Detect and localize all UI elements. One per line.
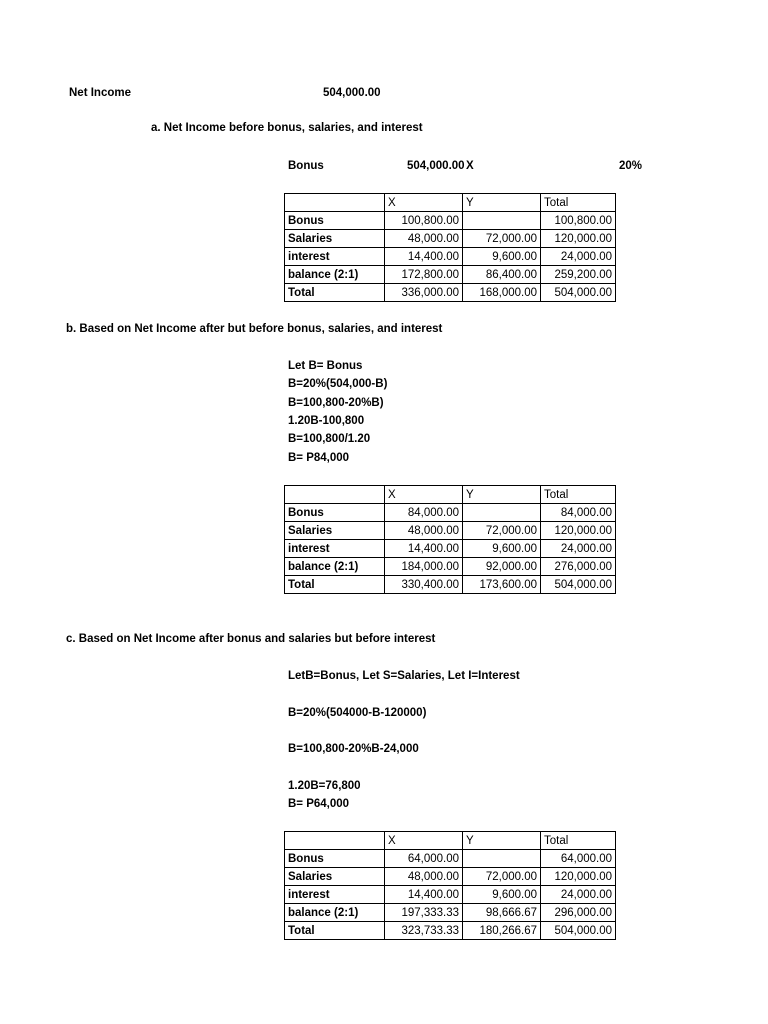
- header-cell-y: Y: [463, 486, 541, 504]
- cell-x: 100,800.00: [385, 212, 463, 230]
- table-row: [285, 522, 616, 540]
- section-c-step: B=20%(504000-B-120000): [288, 707, 427, 719]
- section-b-table: [284, 485, 616, 594]
- header-cell-y: Y: [463, 194, 541, 212]
- section-b-step: B= P84,000: [288, 452, 350, 464]
- row-label: Salaries: [285, 868, 385, 886]
- cell-y: 92,000.00: [463, 558, 541, 576]
- cell-total: 24,000.00: [541, 248, 616, 266]
- cell-total: 504,000.00: [541, 284, 616, 302]
- cell-x: 84,000.00: [385, 504, 463, 522]
- cell-total: 259,200.00: [541, 266, 616, 284]
- cell-x: 184,000.00: [385, 558, 463, 576]
- table-row: [285, 922, 616, 940]
- cell-total: 276,000.00: [541, 558, 616, 576]
- row-label: Salaries: [285, 522, 385, 540]
- section-c-step: B=100,800-20%B-24,000: [288, 743, 419, 755]
- row-label: balance (2:1): [285, 558, 385, 576]
- header-cell-x: X: [385, 832, 463, 850]
- cell-y: 72,000.00: [463, 868, 541, 886]
- cell-x: 323,733.33: [385, 922, 463, 940]
- section-a-bonus-label: Bonus: [288, 160, 324, 172]
- section-a-table: [284, 193, 616, 302]
- cell-y: 86,400.00: [463, 266, 541, 284]
- cell-y: 98,666.67: [463, 904, 541, 922]
- cell-total: 120,000.00: [541, 230, 616, 248]
- section-c-step: B= P64,000: [288, 798, 350, 810]
- table-row: [285, 576, 616, 594]
- table-row: [285, 886, 616, 904]
- row-label: Bonus: [285, 212, 385, 230]
- section-a-bonus-base: 504,000.00: [407, 160, 465, 172]
- section-b-step: 1.20B-100,800: [288, 415, 365, 427]
- cell-x: 64,000.00: [385, 850, 463, 868]
- section-c-step: LetB=Bonus, Let S=Salaries, Let I=Interest: [288, 670, 520, 682]
- row-label: interest: [285, 540, 385, 558]
- cell-total: 64,000.00: [541, 850, 616, 868]
- net-income-label: Net Income: [69, 87, 131, 99]
- table-row: [285, 904, 616, 922]
- cell-y: 72,000.00: [463, 230, 541, 248]
- cell-x: 48,000.00: [385, 522, 463, 540]
- cell-x: 14,400.00: [385, 248, 463, 266]
- table-row: [285, 850, 616, 868]
- cell-y: 9,600.00: [463, 540, 541, 558]
- header-cell-total: Total: [541, 194, 616, 212]
- section-c-title: c. Based on Net Income after bonus and salaries but before interest: [66, 633, 436, 645]
- row-label: balance (2:1): [285, 266, 385, 284]
- cell-y: 9,600.00: [463, 886, 541, 904]
- section-a-title: a. Net Income before bonus, salaries, and interest: [151, 122, 423, 134]
- table-row: [285, 540, 616, 558]
- cell-total: 296,000.00: [541, 904, 616, 922]
- row-label: Bonus: [285, 850, 385, 868]
- table-row: [285, 266, 616, 284]
- cell-total: 120,000.00: [541, 522, 616, 540]
- cell-total: 24,000.00: [541, 540, 616, 558]
- table-header-row: [285, 832, 616, 850]
- section-c-step: 1.20B=76,800: [288, 780, 361, 792]
- table-row: [285, 558, 616, 576]
- cell-y: [463, 504, 541, 522]
- cell-x: 48,000.00: [385, 230, 463, 248]
- table-row: [285, 212, 616, 230]
- section-b-step: Let B= Bonus: [288, 360, 363, 372]
- section-b-step: B=100,800/1.20: [288, 433, 371, 445]
- section-b-title: b. Based on Net Income after but before bonus, salaries, and interest: [66, 323, 443, 335]
- header-cell-total: Total: [541, 832, 616, 850]
- cell-x: 330,400.00: [385, 576, 463, 594]
- row-label: Total: [285, 922, 385, 940]
- cell-x: 48,000.00: [385, 868, 463, 886]
- header-cell-blank: [285, 832, 385, 850]
- cell-x: 197,333.33: [385, 904, 463, 922]
- header-cell-x: X: [385, 194, 463, 212]
- cell-y: 9,600.00: [463, 248, 541, 266]
- table-header-row: [285, 194, 616, 212]
- section-a-bonus-rate: 20%: [619, 160, 643, 172]
- cell-x: 14,400.00: [385, 886, 463, 904]
- cell-total: 24,000.00: [541, 886, 616, 904]
- section-b-step: B=100,800-20%B): [288, 397, 384, 409]
- row-label: Total: [285, 284, 385, 302]
- net-income-value: 504,000.00: [323, 87, 381, 99]
- row-label: interest: [285, 248, 385, 266]
- cell-total: 84,000.00: [541, 504, 616, 522]
- cell-y: 72,000.00: [463, 522, 541, 540]
- table-row: [285, 248, 616, 266]
- header-cell-blank: [285, 486, 385, 504]
- cell-y: [463, 850, 541, 868]
- cell-y: 168,000.00: [463, 284, 541, 302]
- cell-total: 504,000.00: [541, 576, 616, 594]
- section-b-step: B=20%(504,000-B): [288, 378, 388, 390]
- table-header-row: [285, 486, 616, 504]
- table-row: [285, 868, 616, 886]
- cell-x: 172,800.00: [385, 266, 463, 284]
- cell-x: 336,000.00: [385, 284, 463, 302]
- cell-y: 180,266.67: [463, 922, 541, 940]
- header-cell-blank: [285, 194, 385, 212]
- row-label: Salaries: [285, 230, 385, 248]
- header-cell-y: Y: [463, 832, 541, 850]
- cell-y: [463, 212, 541, 230]
- section-a-bonus-partner: X: [466, 160, 474, 172]
- cell-x: 14,400.00: [385, 540, 463, 558]
- section-c-table: [284, 831, 616, 940]
- row-label: Total: [285, 576, 385, 594]
- header-cell-x: X: [385, 486, 463, 504]
- table-row: [285, 504, 616, 522]
- table-row: [285, 230, 616, 248]
- cell-total: 120,000.00: [541, 868, 616, 886]
- cell-total: 100,800.00: [541, 212, 616, 230]
- cell-y: 173,600.00: [463, 576, 541, 594]
- row-label: balance (2:1): [285, 904, 385, 922]
- row-label: interest: [285, 886, 385, 904]
- header-cell-total: Total: [541, 486, 616, 504]
- cell-total: 504,000.00: [541, 922, 616, 940]
- table-row: [285, 284, 616, 302]
- row-label: Bonus: [285, 504, 385, 522]
